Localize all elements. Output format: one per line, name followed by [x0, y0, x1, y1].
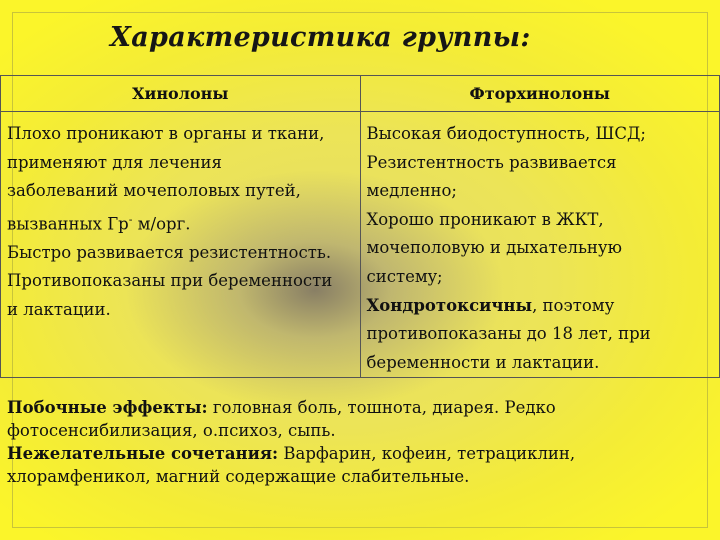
- table-header-row: [1, 76, 720, 112]
- cell-line: Резистентность развивается: [366, 152, 617, 172]
- chondrotoxic-text: , поэтому: [532, 295, 615, 315]
- chondrotoxic-label: Хондротоксичны: [366, 295, 533, 315]
- cell-line: Противопоказаны при беременности: [7, 271, 333, 291]
- quinolones-cell: [1, 112, 361, 378]
- side-effects-text: головная боль, тошнота, диарея. Редко: [207, 398, 556, 417]
- notes-block: [7, 396, 713, 488]
- column-header-fluoroquinolones: Фторхинолоны: [360, 76, 720, 112]
- cell-line: [367, 292, 716, 321]
- cell-line: Хорошо проникают в ЖКТ,: [366, 209, 604, 229]
- cell-line: применяют для лечения: [7, 152, 222, 172]
- microorganisms-text: м/орг.: [132, 214, 191, 234]
- cell-line: медленно;: [366, 181, 457, 201]
- cell-line: Быстро развивается резистентность.: [7, 242, 332, 262]
- gram-text: вызванных Гр: [7, 214, 129, 234]
- table-row: [1, 112, 720, 378]
- combinations-line-2: хлорамфеникол, магний содержащие слабительные.: [7, 467, 470, 486]
- cell-line: заболеваний мочеполовых путей,: [7, 181, 301, 201]
- fluoroquinolones-cell: [360, 112, 720, 378]
- cell-line: [7, 206, 356, 239]
- cell-line: системy;: [366, 266, 443, 286]
- gram-superscript: -: [128, 212, 133, 226]
- side-effects-label: Побочные эффекты:: [7, 398, 208, 417]
- side-effects-line-2: фотосенсибилизация, о.психоз, сыпь.: [7, 421, 336, 440]
- side-effects-line: [7, 396, 713, 419]
- column-header-quinolones: Хинолоны: [1, 76, 361, 112]
- combinations-line: [7, 442, 713, 465]
- combinations-label: Нежелательные сочетания:: [7, 444, 279, 463]
- slide-title: Характеристика группы:: [110, 22, 531, 53]
- cell-line: Плохо проникают в органы и ткани,: [7, 124, 325, 143]
- combinations-text: Варфарин, кофеин, тетрациклин,: [278, 444, 576, 463]
- cell-line: беременности и лактации.: [366, 352, 600, 372]
- cell-line: мочеполовую и дыхательную: [366, 238, 623, 258]
- cell-line: и лактации.: [7, 300, 111, 320]
- cell-line: Высокая биодоступность, ШСД;: [366, 124, 646, 143]
- comparison-table: [0, 75, 720, 378]
- cell-line: противопоказаны до 18 лет, при: [366, 324, 651, 344]
